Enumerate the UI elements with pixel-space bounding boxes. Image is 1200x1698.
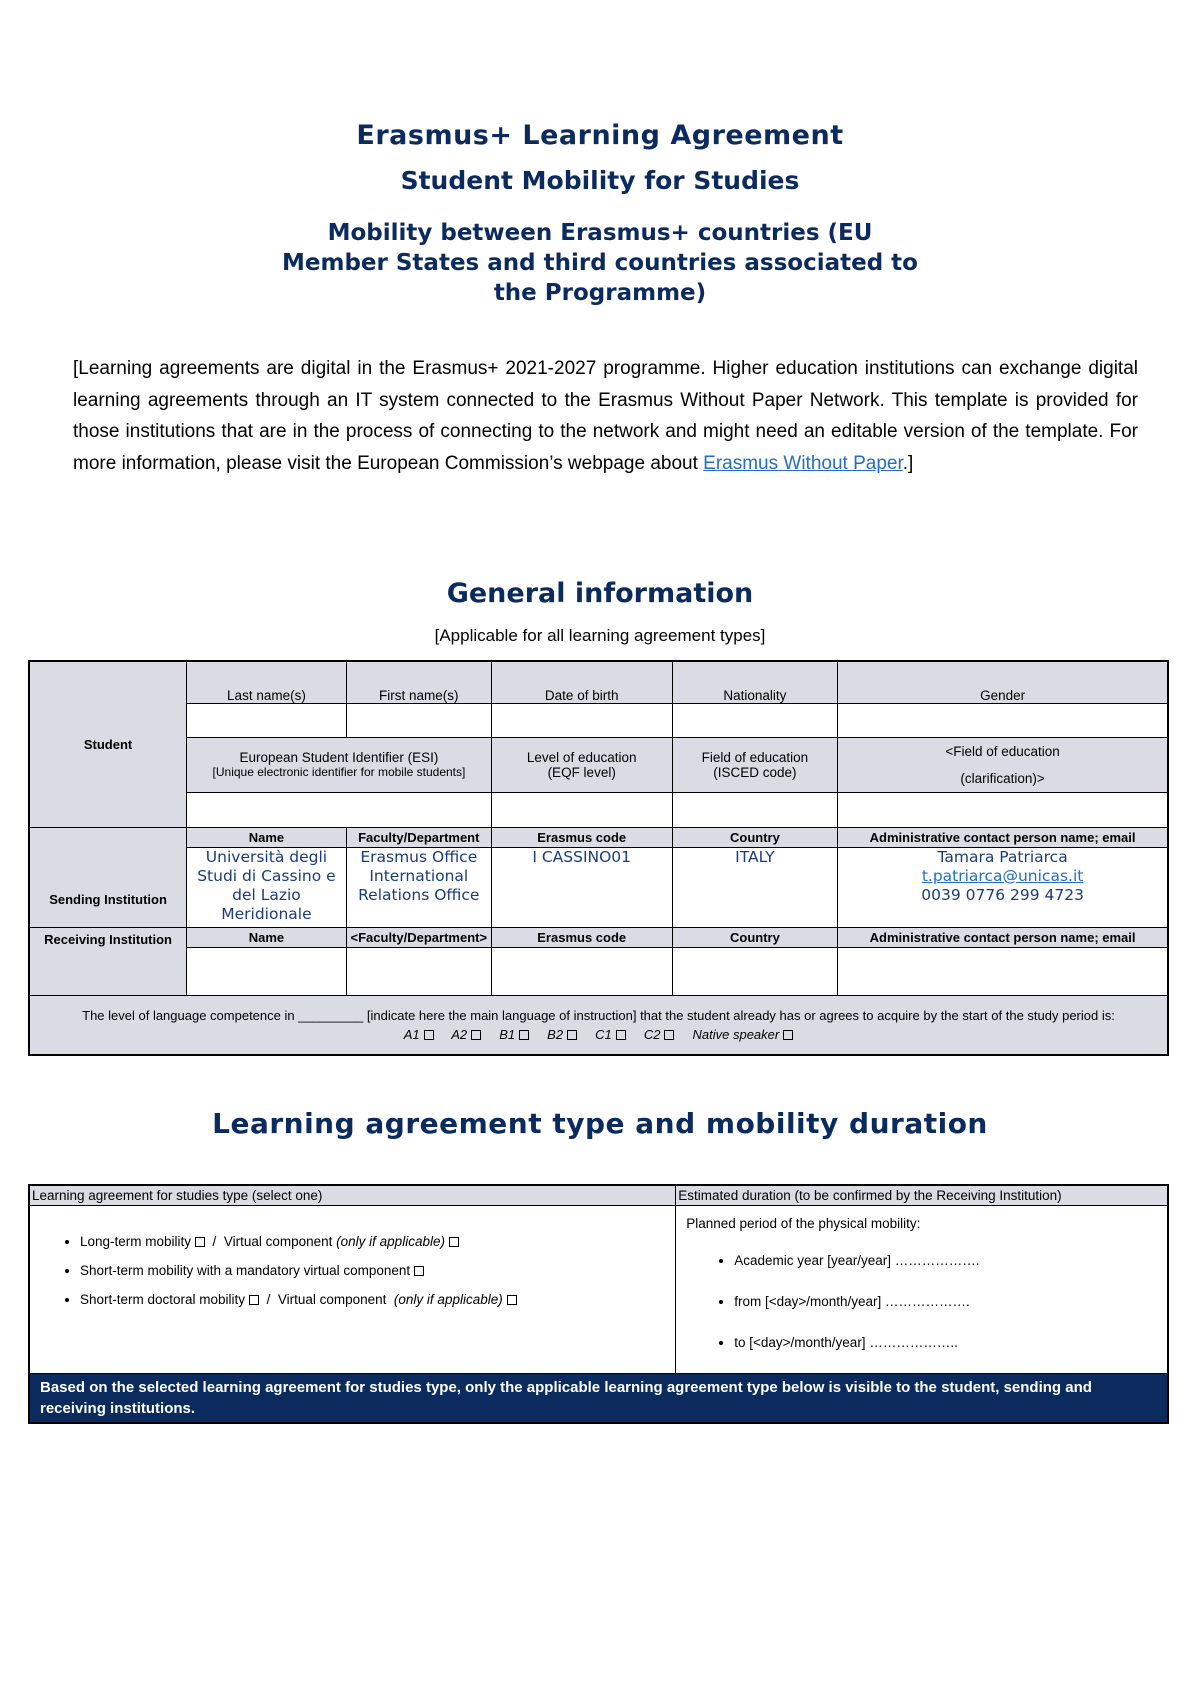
field-clar-header <box>838 737 1168 792</box>
receiving-name-field[interactable] <box>187 947 347 995</box>
level-c2[interactable]: C2 <box>644 1027 675 1042</box>
receiving-label: Receiving Institution <box>29 927 187 995</box>
esi-header <box>187 737 492 792</box>
receiving-code-field[interactable] <box>491 947 672 995</box>
level-b2[interactable]: B2 <box>547 1027 577 1042</box>
gender-header: Gender <box>838 661 1168 703</box>
planned-period-label: Planned period of the physical mobility: <box>686 1215 921 1231</box>
intro-paragraph <box>73 353 1138 479</box>
dob-field[interactable] <box>491 703 672 737</box>
a2-checkbox[interactable] <box>471 1030 481 1040</box>
nationality-header: Nationality <box>672 661 838 703</box>
option-short-term: • Short-term mobility with a mandatory virtual component <box>80 1263 673 1278</box>
la-type-table <box>28 1184 1169 1424</box>
sending-contact-value <box>838 847 1168 927</box>
doctoral-checkbox[interactable] <box>249 1295 259 1305</box>
native-checkbox[interactable] <box>783 1030 793 1040</box>
nationality-field[interactable] <box>672 703 838 737</box>
field-title: Field of education <box>701 749 809 765</box>
la-type-heading: Learning agreement type and mobility duration <box>212 1107 988 1140</box>
contact-email-link[interactable]: t.patriarca@unicas.it <box>921 866 1084 885</box>
sending-name-value: Università degli Studi di Cassino e del Lazio Meridionale <box>187 847 347 927</box>
student-label: Student <box>29 661 187 827</box>
language-competence-row <box>29 995 1168 1055</box>
doctoral-virtual-checkbox[interactable] <box>507 1295 517 1305</box>
sending-name-header: Name <box>187 827 347 847</box>
language-levels <box>32 1025 1165 1044</box>
receiving-contact-field[interactable] <box>838 947 1168 995</box>
long-virtual-checkbox[interactable] <box>449 1237 459 1247</box>
esi-note: [Unique electronic identifier for mobile students] <box>212 765 466 779</box>
document-title: Erasmus+ Learning Agreement <box>356 120 844 151</box>
mobility-line-1: Mobility between Erasmus+ countries (EU <box>327 220 873 246</box>
sending-country-value: ITALY <box>672 847 838 927</box>
la-type-header: Learning agreement for studies type (select one) <box>29 1185 676 1205</box>
duration-academic-year[interactable]: • Academic year [year/year] ………………. <box>734 1253 1157 1268</box>
intro-text: [Learning agreements are digital in the Erasmus+ 2021-2027 programme. Higher education institutions can exchange digital learning agreements through an IT system connected to the Erasmus Without Paper Network. This template is provided for those institutions that are in the process of connecting to the network and might need an editable version of the template. For more information, please visit the European Commission’s webpage about <box>73 358 1138 474</box>
b1-checkbox[interactable] <box>519 1030 529 1040</box>
field-header <box>672 737 838 792</box>
receiving-country-field[interactable] <box>672 947 838 995</box>
receiving-name-header: Name <box>187 927 347 947</box>
duration-header: Estimated duration (to be confirmed by the Receiving Institution) <box>676 1185 1168 1205</box>
general-info-table <box>28 660 1169 1056</box>
level-b1[interactable]: B1 <box>499 1027 529 1042</box>
dob-header: Date of birth <box>491 661 672 703</box>
duration-options <box>676 1205 1168 1373</box>
level-note: (EQF level) <box>547 764 616 780</box>
mobility-line-3: the Programme) <box>493 280 707 306</box>
long-term-checkbox[interactable] <box>195 1237 205 1247</box>
option-long-term: • Long-term mobility / Virtual component (only if applicable) <box>80 1234 673 1249</box>
level-title: Level of education <box>526 749 637 765</box>
level-header <box>491 737 672 792</box>
level-field[interactable] <box>491 792 672 827</box>
level-a2[interactable]: A2 <box>451 1027 481 1042</box>
document-subtitle: Student Mobility for Studies <box>400 166 800 195</box>
esi-title: European Student Identifier (ESI) <box>239 750 439 765</box>
la-type-options <box>29 1205 676 1373</box>
option-doctoral: • Short-term doctoral mobility / Virtual component (only if applicable) <box>80 1292 673 1307</box>
receiving-country-header: Country <box>672 927 838 947</box>
contact-phone: 0039 0776 299 4723 <box>921 885 1084 904</box>
intro-end: .] <box>902 452 914 474</box>
sending-country-header: Country <box>672 827 838 847</box>
duration-from[interactable]: • from [<day>/month/year] ………………. <box>734 1294 1157 1309</box>
contact-name: Tamara Patriarca <box>937 847 1068 866</box>
a1-checkbox[interactable] <box>424 1030 434 1040</box>
b2-checkbox[interactable] <box>567 1030 577 1040</box>
gender-field[interactable] <box>838 703 1168 737</box>
level-c1[interactable]: C1 <box>595 1027 626 1042</box>
field-field[interactable] <box>672 792 838 827</box>
esi-field[interactable] <box>187 792 492 827</box>
first-name-header: First name(s) <box>346 661 491 703</box>
c1-checkbox[interactable] <box>616 1030 626 1040</box>
la-footer-note: Based on the selected learning agreement for studies type, only the applicable learning agreement type below is visible to the student, sending and receiving institutions. <box>29 1373 1168 1423</box>
receiving-code-header: Erasmus code <box>491 927 672 947</box>
receiving-contact-header: Administrative contact person name; email <box>838 927 1168 947</box>
level-native[interactable]: Native speaker <box>693 1027 794 1042</box>
last-name-field[interactable] <box>187 703 347 737</box>
receiving-faculty-field[interactable] <box>346 947 491 995</box>
first-name-field[interactable] <box>346 703 491 737</box>
field-clar-note: (clarification)> <box>960 770 1045 786</box>
mobility-scope-title <box>0 218 1200 308</box>
sending-contact-header: Administrative contact person name; email <box>838 827 1168 847</box>
sending-faculty-header: Faculty/Department <box>346 827 491 847</box>
short-term-checkbox[interactable] <box>414 1266 424 1276</box>
general-info-heading: General information <box>446 578 754 609</box>
last-name-header: Last name(s) <box>187 661 347 703</box>
receiving-faculty-header: <Faculty/Department> <box>346 927 491 947</box>
field-clar-title: <Field of education <box>945 743 1060 759</box>
sending-code-value: I CASSINO01 <box>491 847 672 927</box>
level-a1[interactable]: A1 <box>404 1027 434 1042</box>
ewp-link[interactable]: Erasmus Without Paper <box>703 452 903 474</box>
duration-to[interactable]: • to [<day>/month/year] ……………….. <box>734 1335 1157 1350</box>
sending-code-header: Erasmus code <box>491 827 672 847</box>
sending-label: Sending Institution <box>29 827 187 927</box>
c2-checkbox[interactable] <box>664 1030 674 1040</box>
sending-faculty-value: Erasmus Office International Relations Office <box>346 847 491 927</box>
general-info-subheading: [Applicable for all learning agreement types] <box>434 626 766 645</box>
mobility-line-2: Member States and third countries associated to <box>282 250 918 276</box>
field-clar-field[interactable] <box>838 792 1168 827</box>
field-note: (ISCED code) <box>713 764 797 780</box>
language-competence-text: The level of language competence in _________ [indicate here the main language of instruction] that the student already has or agrees to acquire by the start of the study period is: <box>82 1007 1115 1023</box>
